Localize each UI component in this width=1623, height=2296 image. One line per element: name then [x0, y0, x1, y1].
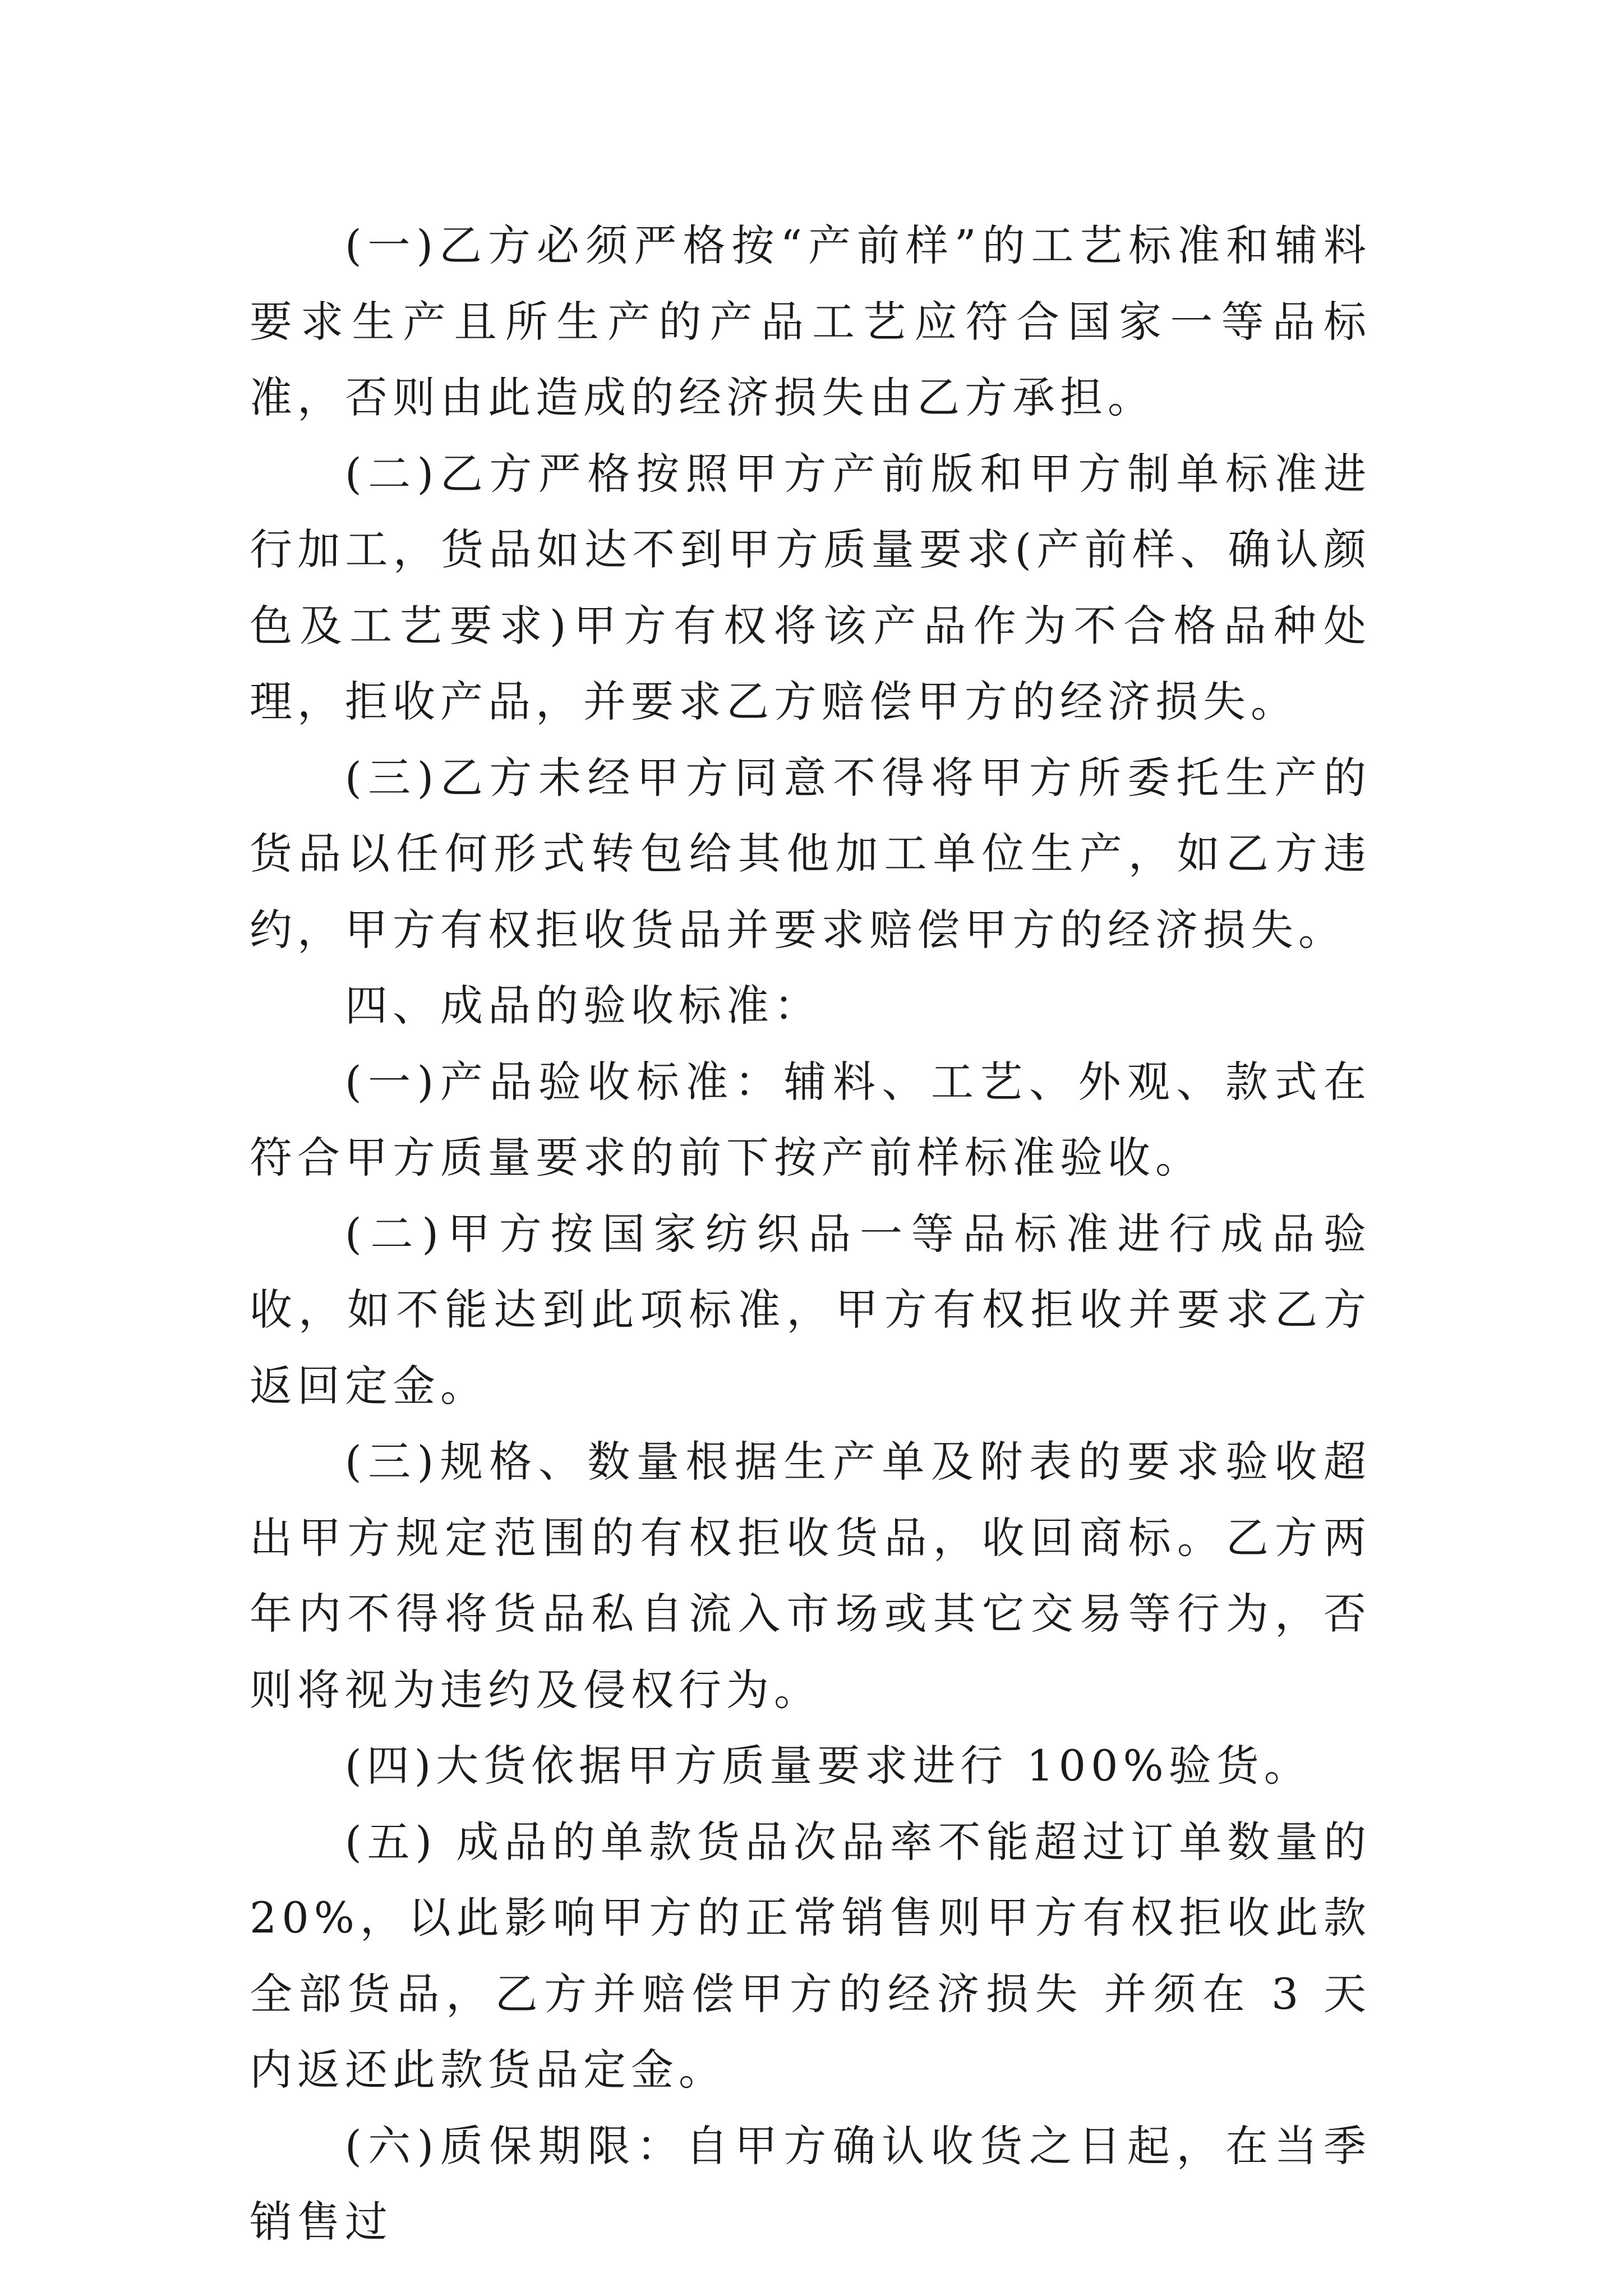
paragraph-clause-4-3: (三)规格、数量根据生产单及附表的要求验收超出甲方规定范围的有权拒收货品，收回商标。乙方两年内不得将货品私自流入市场或其它交易等行为，否则将视为违约及侵权行为。 — [250, 1437, 1371, 1715]
section-heading-acceptance-standards: 四、成品的验收标准： — [345, 981, 822, 1030]
paragraph-clause-4-4: (四)大货依据甲方质量要求进行 100%验货。 — [345, 1741, 1312, 1791]
document-body — [250, 208, 1371, 2260]
paragraph-clause-3-1: (一)乙方必须严格按“产前样”的工艺标准和辅料要求生产且所生产的产品工艺应符合国家一等品标准，否则由此造成的经济损失由乙方承担。 — [250, 220, 1371, 422]
paragraph-clause-4-2: (二)甲方按国家纺织品一等品标准进行成品验收，如不能达到此项标准，甲方有权拒收并要求乙方返回定金。 — [250, 1208, 1371, 1411]
paragraph-clause-4-1: (一)产品验收标准：辅料、工艺、外观、款式在符合甲方质量要求的前下按产前样标准验收。 — [250, 1056, 1371, 1182]
paragraph-clause-3-3: (三)乙方未经甲方同意不得将甲方所委托生产的货品以任何形式转包给其他加工单位生产，如乙方违约，甲方有权拒收货品并要求赔偿甲方的经济损失。 — [250, 752, 1371, 955]
paragraph-clause-4-5: (五) 成品的单款货品次品率不能超过订单数量的 20%，以此影响甲方的正常销售则甲方有权拒收此款全部货品，乙方并赔偿甲方的经济损失 并须在 3 天内返还此款货品定金。 — [250, 1816, 1371, 2095]
paragraph-clause-3-2: (二)乙方严格按照甲方产前版和甲方制单标准进行加工，货品如达不到甲方质量要求(产前样、确认颜色及工艺要求)甲方有权将该产品作为不合格品种处理，拒收产品，并要求乙方赔偿甲方的经济损失。 — [250, 448, 1371, 726]
paragraph-clause-4-6: (六)质保期限：自甲方确认收货之日起，在当季销售过 — [250, 2120, 1371, 2247]
